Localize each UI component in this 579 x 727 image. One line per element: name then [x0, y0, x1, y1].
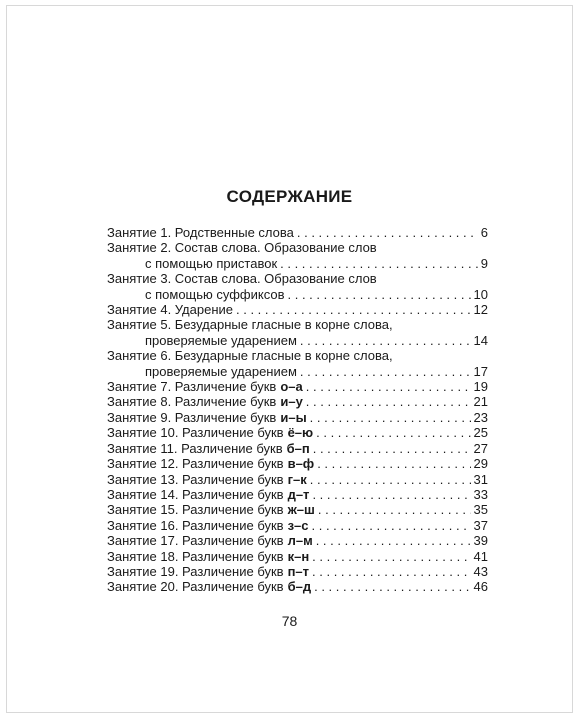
dot-leader [236, 302, 471, 317]
toc-entry [107, 379, 488, 394]
toc-entry-title: Занятие 4. Ударение [107, 302, 234, 318]
toc-entry-title: проверяемые ударением [145, 363, 297, 379]
toc-entry-page: 37 [473, 517, 488, 533]
dot-leader [316, 425, 470, 440]
dot-leader [280, 256, 478, 271]
dot-leader [312, 487, 470, 502]
toc-line [107, 240, 488, 255]
toc-entry-letters: б–п [286, 440, 310, 456]
toc-entry [107, 441, 488, 456]
page-title: СОДЕРЖАНИЕ [226, 187, 353, 206]
toc-line [107, 549, 488, 564]
toc-entry-page: 12 [473, 302, 488, 318]
toc-entry [107, 564, 488, 579]
toc-line [107, 379, 488, 394]
toc-entry-title: проверяемые ударением [145, 332, 297, 348]
toc-entry-page: 33 [473, 486, 488, 502]
toc-entry-page: 6 [480, 225, 488, 240]
toc-entry-letters: о–а [280, 379, 303, 395]
toc-entry-page: 27 [473, 440, 488, 456]
toc-line [107, 533, 488, 548]
dot-leader [312, 564, 471, 579]
toc-entry-page: 21 [473, 394, 488, 410]
toc-line [107, 410, 488, 425]
dot-leader [297, 225, 478, 240]
toc-entry-title: Занятие 12. Различение букв [107, 456, 284, 472]
toc-line [107, 394, 488, 409]
toc-line [107, 333, 488, 348]
toc-entry-title: Занятие 18. Различение букв [107, 548, 284, 564]
toc-entry-letters: ж–ш [287, 502, 315, 518]
toc-entry-letters: л–м [287, 533, 313, 549]
dot-leader [318, 502, 471, 517]
toc-entry [107, 394, 488, 409]
toc-entry-letters: в–ф [287, 456, 315, 472]
dot-leader [312, 518, 471, 533]
toc-entry-title: Занятие 2. Состав слова. Образование слов [107, 240, 377, 256]
toc-line [107, 271, 488, 286]
toc-entry-page: 43 [473, 563, 488, 579]
toc-entry-title: Занятие 13. Различение букв [107, 471, 284, 487]
table-of-contents [107, 225, 488, 595]
toc-line [107, 256, 488, 271]
toc-entry-title: Занятие 17. Различение букв [107, 533, 284, 549]
toc-entry-title: Занятие 7. Различение букв [107, 379, 277, 395]
dot-leader [300, 333, 471, 348]
toc-entry [107, 425, 488, 440]
toc-entry-page: 41 [473, 548, 488, 564]
toc-entry-letters: п–т [287, 563, 310, 579]
toc-entry-page: 39 [473, 533, 488, 549]
toc-entry-title: с помощью суффиксов [145, 286, 285, 302]
toc-entry [107, 348, 488, 379]
toc-entry-letters: з–с [287, 517, 309, 533]
toc-entry-page: 46 [473, 579, 488, 595]
toc-entry-title: Занятие 8. Различение букв [107, 394, 277, 410]
toc-entry [107, 302, 488, 317]
dot-leader [310, 410, 471, 425]
toc-line [107, 317, 488, 332]
toc-entry [107, 271, 488, 302]
toc-entry [107, 487, 488, 502]
toc-entry-page: 29 [473, 456, 488, 472]
dot-leader [306, 379, 471, 394]
toc-entry-page: 9 [480, 255, 488, 271]
toc-entry [107, 410, 488, 425]
toc-line [107, 302, 488, 317]
dot-leader [310, 472, 471, 487]
toc-line [107, 441, 488, 456]
toc-entry [107, 456, 488, 471]
toc-entry [107, 225, 488, 240]
dot-leader [317, 456, 470, 471]
toc-entry-page: 31 [473, 471, 488, 487]
toc-entry [107, 502, 488, 517]
toc-entry-letters: г–к [287, 471, 307, 487]
toc-line [107, 564, 488, 579]
toc-entry-letters: к–н [287, 548, 310, 564]
toc-line [107, 472, 488, 487]
page-number: 78 [281, 613, 298, 629]
toc-entry-page: 10 [473, 286, 488, 302]
toc-entry [107, 518, 488, 533]
toc-entry-title: Занятие 5. Безударные гласные в корне слова, [107, 317, 393, 333]
toc-entry-page: 35 [473, 502, 488, 518]
toc-line [107, 487, 488, 502]
dot-leader [313, 441, 471, 456]
toc-entry-letters: б–д [287, 579, 312, 595]
toc-entry-title: Занятие 3. Состав слова. Образование слов [107, 271, 377, 287]
toc-entry-title: Занятие 16. Различение букв [107, 517, 284, 533]
toc-entry-page: 25 [473, 425, 488, 441]
toc-line [107, 287, 488, 302]
toc-entry [107, 472, 488, 487]
toc-line [107, 456, 488, 471]
toc-line [107, 579, 488, 594]
toc-entry-title: с помощью приставок [145, 255, 278, 271]
dot-leader [316, 533, 471, 548]
toc-entry-title: Занятие 20. Различение букв [107, 579, 284, 595]
toc-entry [107, 317, 488, 348]
toc-entry [107, 240, 488, 271]
toc-entry-letters: и–у [280, 394, 303, 410]
toc-entry-page: 23 [473, 409, 488, 425]
toc-entry-title: Занятие 1. Родственные слова [107, 225, 294, 240]
dot-leader [314, 579, 470, 594]
toc-line [107, 225, 488, 240]
toc-entry [107, 549, 488, 564]
dot-leader [306, 394, 471, 409]
toc-entry-page: 14 [473, 332, 488, 348]
dot-leader [300, 364, 471, 379]
toc-entry-letters: и–ы [280, 409, 307, 425]
toc-entry-title: Занятие 19. Различение букв [107, 563, 284, 579]
toc-line [107, 348, 488, 363]
toc-entry-letters: ё–ю [287, 425, 314, 441]
book-page [6, 5, 573, 713]
toc-entry-title: Занятие 9. Различение букв [107, 409, 277, 425]
toc-line [107, 518, 488, 533]
toc-entry-letters: д–т [287, 486, 310, 502]
toc-entry-title: Занятие 10. Различение букв [107, 425, 284, 441]
toc-line [107, 364, 488, 379]
toc-entry-title: Занятие 15. Различение букв [107, 502, 284, 518]
toc-entry [107, 533, 488, 548]
toc-line [107, 502, 488, 517]
toc-line [107, 425, 488, 440]
toc-entry-title: Занятие 14. Различение букв [107, 486, 284, 502]
toc-entry-title: Занятие 11. Различение букв [107, 440, 283, 456]
dot-leader [288, 287, 471, 302]
dot-leader [312, 549, 470, 564]
toc-entry-title: Занятие 6. Безударные гласные в корне слова, [107, 348, 393, 364]
toc-entry-page: 17 [473, 363, 488, 379]
toc-entry [107, 579, 488, 594]
toc-entry-page: 19 [473, 379, 488, 395]
